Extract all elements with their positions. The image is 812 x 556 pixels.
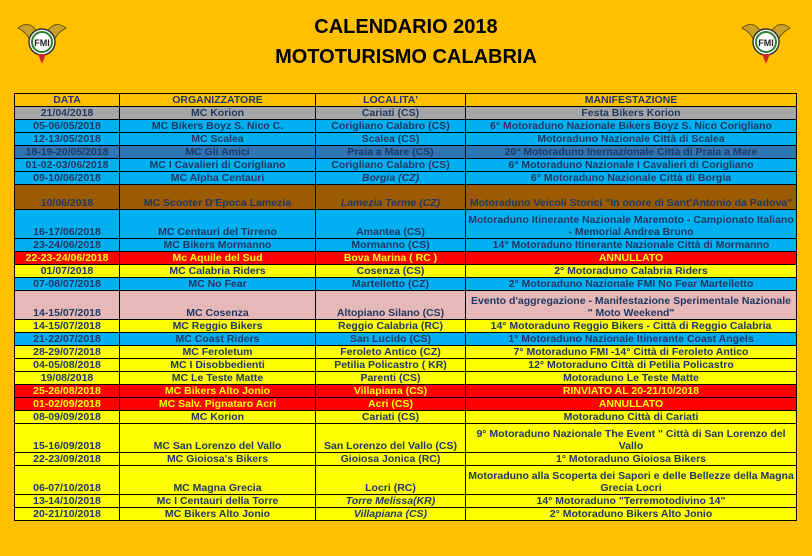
cell-organizer: MC Salv. Pignataro Acri — [120, 398, 316, 411]
cell-date: 22-23/09/2018 — [15, 453, 120, 466]
cell-event: 7° Motoraduno FMI -14° Città di Feroleto Antico — [466, 346, 797, 359]
cell-organizer: Mc Aquile del Sud — [120, 252, 316, 265]
cell-location: Torre Melissa(KR) — [316, 495, 466, 508]
cell-location: Praia a Mare (CS) — [316, 146, 466, 159]
cell-location: Corigliano Calabro (CS) — [316, 120, 466, 133]
cell-date: 28-29/07/2018 — [15, 346, 120, 359]
column-header-organizer: ORGANIZZATORE — [120, 94, 316, 107]
cell-event: ANNULLATO — [466, 252, 797, 265]
table-row — [15, 359, 797, 372]
cell-event: Motoraduno Città di Cariati — [466, 411, 797, 424]
cell-location: Corigliano Calabro (CS) — [316, 159, 466, 172]
cell-date: 09-10/06/2018 — [15, 172, 120, 185]
cell-event: 14° Motoraduno Itinerante Nazionale Città di Mormanno — [466, 239, 797, 252]
cell-event: Motoraduno Nazionale Città di Scalea — [466, 133, 797, 146]
table-row — [15, 172, 797, 185]
cell-event: 14° Motoraduno Reggio Bikers - Città di Reggio Calabria — [466, 320, 797, 333]
cell-location: Bova Marina ( RC ) — [316, 252, 466, 265]
cell-location: Cariati (CS) — [316, 411, 466, 424]
cell-location: Lamezia Terme (CZ) — [316, 185, 466, 210]
cell-event: Festa Bikers Korion — [466, 107, 797, 120]
cell-organizer: MC San Lorenzo del Vallo — [120, 424, 316, 453]
cell-event: 2° Motoraduno Calabria Riders — [466, 265, 797, 278]
cell-location: Cosenza (CS) — [316, 265, 466, 278]
cell-date: 01-02-03/06/2018 — [15, 159, 120, 172]
cell-date: 16-17/06/2018 — [15, 210, 120, 239]
cell-date: 14-15/07/2018 — [15, 291, 120, 320]
table-row — [15, 495, 797, 508]
cell-organizer: MC Le Teste Matte — [120, 372, 316, 385]
cell-organizer: MC Centauri del Tirreno — [120, 210, 316, 239]
cell-organizer: MC Calabria Riders — [120, 265, 316, 278]
table-row — [15, 278, 797, 291]
table-row — [15, 239, 797, 252]
cell-organizer: MC Coast Riders — [120, 333, 316, 346]
cell-date: 12-13/05/2018 — [15, 133, 120, 146]
cell-organizer: MC Cosenza — [120, 291, 316, 320]
cell-event: 6° Motoraduno Nazionale Bikers Boyz S. Nico Corigliano — [466, 120, 797, 133]
cell-location: San Lucido (CS) — [316, 333, 466, 346]
cell-event: Motoraduno alla Scoperta dei Sapori e delle Bellezze della Magna Grecia Locri — [466, 466, 797, 495]
cell-organizer: MC Bikers Mormanno — [120, 239, 316, 252]
cell-organizer: MC Bikers Boyz S. Nico C. — [120, 120, 316, 133]
cell-event: 12° Motoraduno Città di Petilia Policastro — [466, 359, 797, 372]
table-row — [15, 291, 797, 320]
cell-event: 6° Motoraduno Nazionale I Cavalieri di Corigliano — [466, 159, 797, 172]
logo-text: FMI — [34, 38, 50, 48]
cell-date: 21-22/07/2018 — [15, 333, 120, 346]
table-row — [15, 333, 797, 346]
table-row — [15, 265, 797, 278]
cell-date: 20-21/10/2018 — [15, 508, 120, 521]
cell-location: San Lorenzo del Vallo (CS) — [316, 424, 466, 453]
cell-event: ANNULLATO — [466, 398, 797, 411]
table-row — [15, 159, 797, 172]
cell-date: 10/06/2018 — [15, 185, 120, 210]
cell-organizer: MC No Fear — [120, 278, 316, 291]
cell-date: 23-24/06/2018 — [15, 239, 120, 252]
cell-event: Motoraduno Itinerante Nazionale Maremoto - Campionato Italiano - Memorial Andrea Bruno — [466, 210, 797, 239]
cell-event: 2° Motoraduno Nazionale FMI No Fear Martelletto — [466, 278, 797, 291]
table-row — [15, 210, 797, 239]
cell-organizer: MC I Disobbedienti — [120, 359, 316, 372]
table-row — [15, 466, 797, 495]
cell-organizer: MC Magna Grecia — [120, 466, 316, 495]
cell-location: Amantea (CS) — [316, 210, 466, 239]
cell-organizer: MC Gioiosa's Bikers — [120, 453, 316, 466]
cell-organizer: Mc I Centauri della Torre — [120, 495, 316, 508]
cell-location: Reggio Calabria (RC) — [316, 320, 466, 333]
cell-organizer: MC Feroletum — [120, 346, 316, 359]
cell-date: 21/04/2018 — [15, 107, 120, 120]
cell-date: 01-02/09/2018 — [15, 398, 120, 411]
cell-date: 18-19-20/05/2018 — [15, 146, 120, 159]
table-row — [15, 411, 797, 424]
table-row — [15, 424, 797, 453]
cell-date: 25-26/08/2018 — [15, 385, 120, 398]
column-header-location: LOCALITA' — [316, 94, 466, 107]
cell-location: Villapiana (CS) — [316, 508, 466, 521]
table-row — [15, 120, 797, 133]
calendar-title: CALENDARIO 2018 — [314, 16, 498, 38]
cell-location: Locri (RC) — [316, 466, 466, 495]
cell-date: 19/08/2018 — [15, 372, 120, 385]
table-body — [15, 107, 797, 521]
table-row — [15, 508, 797, 521]
cell-event: 9° Motoraduno Nazionale The Event " Città di San Lorenzo del Vallo — [466, 424, 797, 453]
cell-date: 01/07/2018 — [15, 265, 120, 278]
fmi-logo-left — [14, 14, 70, 66]
table-row — [15, 372, 797, 385]
cell-location: Petilia Policastro ( KR) — [316, 359, 466, 372]
cell-date: 13-14/10/2018 — [15, 495, 120, 508]
cell-event: 1° Motoraduno Gioiosa Bikers — [466, 453, 797, 466]
cell-location: Borgia (CZ) — [316, 172, 466, 185]
table-row — [15, 185, 797, 210]
cell-location: Altopiano Silano (CS) — [316, 291, 466, 320]
cell-event: 2° Motoraduno Bikers Alto Jonio — [466, 508, 797, 521]
cell-organizer: MC Bikers Alto Jonio — [120, 385, 316, 398]
cell-event: 14° Motoraduno "Terremotodivino 14" — [466, 495, 797, 508]
cell-date: 07-08/07/2018 — [15, 278, 120, 291]
table-row — [15, 133, 797, 146]
cell-location: Scalea (CS) — [316, 133, 466, 146]
cell-date: 15-16/09/2018 — [15, 424, 120, 453]
table-row — [15, 107, 797, 120]
cell-location: Gioiosa Jonica (RC) — [316, 453, 466, 466]
events-table — [14, 93, 797, 521]
cell-organizer: MC Korion — [120, 107, 316, 120]
cell-event: Motoraduno Veicoli Storici "In onore di Sant'Antonio da Padova" — [466, 185, 797, 210]
cell-event: RINVIATO AL 20-21/10/2018 — [466, 385, 797, 398]
cell-location: Cariati (CS) — [316, 107, 466, 120]
cell-organizer: MC I Cavalieri di Corigliano — [120, 159, 316, 172]
cell-date: 08-09/09/2018 — [15, 411, 120, 424]
cell-location: Acri (CS) — [316, 398, 466, 411]
cell-date: 05-06/05/2018 — [15, 120, 120, 133]
table-row — [15, 320, 797, 333]
cell-event: Motoraduno Le Teste Matte — [466, 372, 797, 385]
logo-text: FMI — [758, 38, 774, 48]
table-row — [15, 252, 797, 265]
cell-organizer: MC Scooter D'Epoca Lamezia — [120, 185, 316, 210]
table-row — [15, 346, 797, 359]
cell-event: 1° Motoraduno Nazionale Itinerante Coast Angels — [466, 333, 797, 346]
cell-event: Evento d'aggregazione - Manifestazione Sperimentale Nazionale " Moto Weekend" — [466, 291, 797, 320]
table-row — [15, 146, 797, 159]
cell-location: Feroleto Antico (CZ) — [316, 346, 466, 359]
cell-organizer: MC Reggio Bikers — [120, 320, 316, 333]
cell-organizer: MC Gli Amici — [120, 146, 316, 159]
cell-organizer: MC Scalea — [120, 133, 316, 146]
calendar-subtitle: MOTOTURISMO CALABRIA — [275, 46, 537, 68]
cell-event: 20° Motoraduno Inernazionale Città di Praia a Mare — [466, 146, 797, 159]
cell-date: 14-15/07/2018 — [15, 320, 120, 333]
cell-date: 04-05/08/2018 — [15, 359, 120, 372]
fmi-logo-right — [738, 14, 794, 66]
cell-location: Parenti (CS) — [316, 372, 466, 385]
table-row — [15, 385, 797, 398]
table-row — [15, 453, 797, 466]
cell-organizer: MC Alpha Centauri — [120, 172, 316, 185]
cell-location: Mormanno (CS) — [316, 239, 466, 252]
cell-event: 6° Motoraduno Nazionale Città di Borgia — [466, 172, 797, 185]
cell-organizer: MC Bikers Alto Jonio — [120, 508, 316, 521]
cell-organizer: MC Korion — [120, 411, 316, 424]
cell-location: Martelletto (CZ) — [316, 278, 466, 291]
column-header-event: MANIFESTAZIONE — [466, 94, 797, 107]
cell-location: Villapiana (CS) — [316, 385, 466, 398]
table-header-row — [15, 94, 797, 107]
cell-date: 06-07/10/2018 — [15, 466, 120, 495]
column-header-date: DATA — [15, 94, 120, 107]
cell-date: 22-23-24/06/2018 — [15, 252, 120, 265]
table-row — [15, 398, 797, 411]
